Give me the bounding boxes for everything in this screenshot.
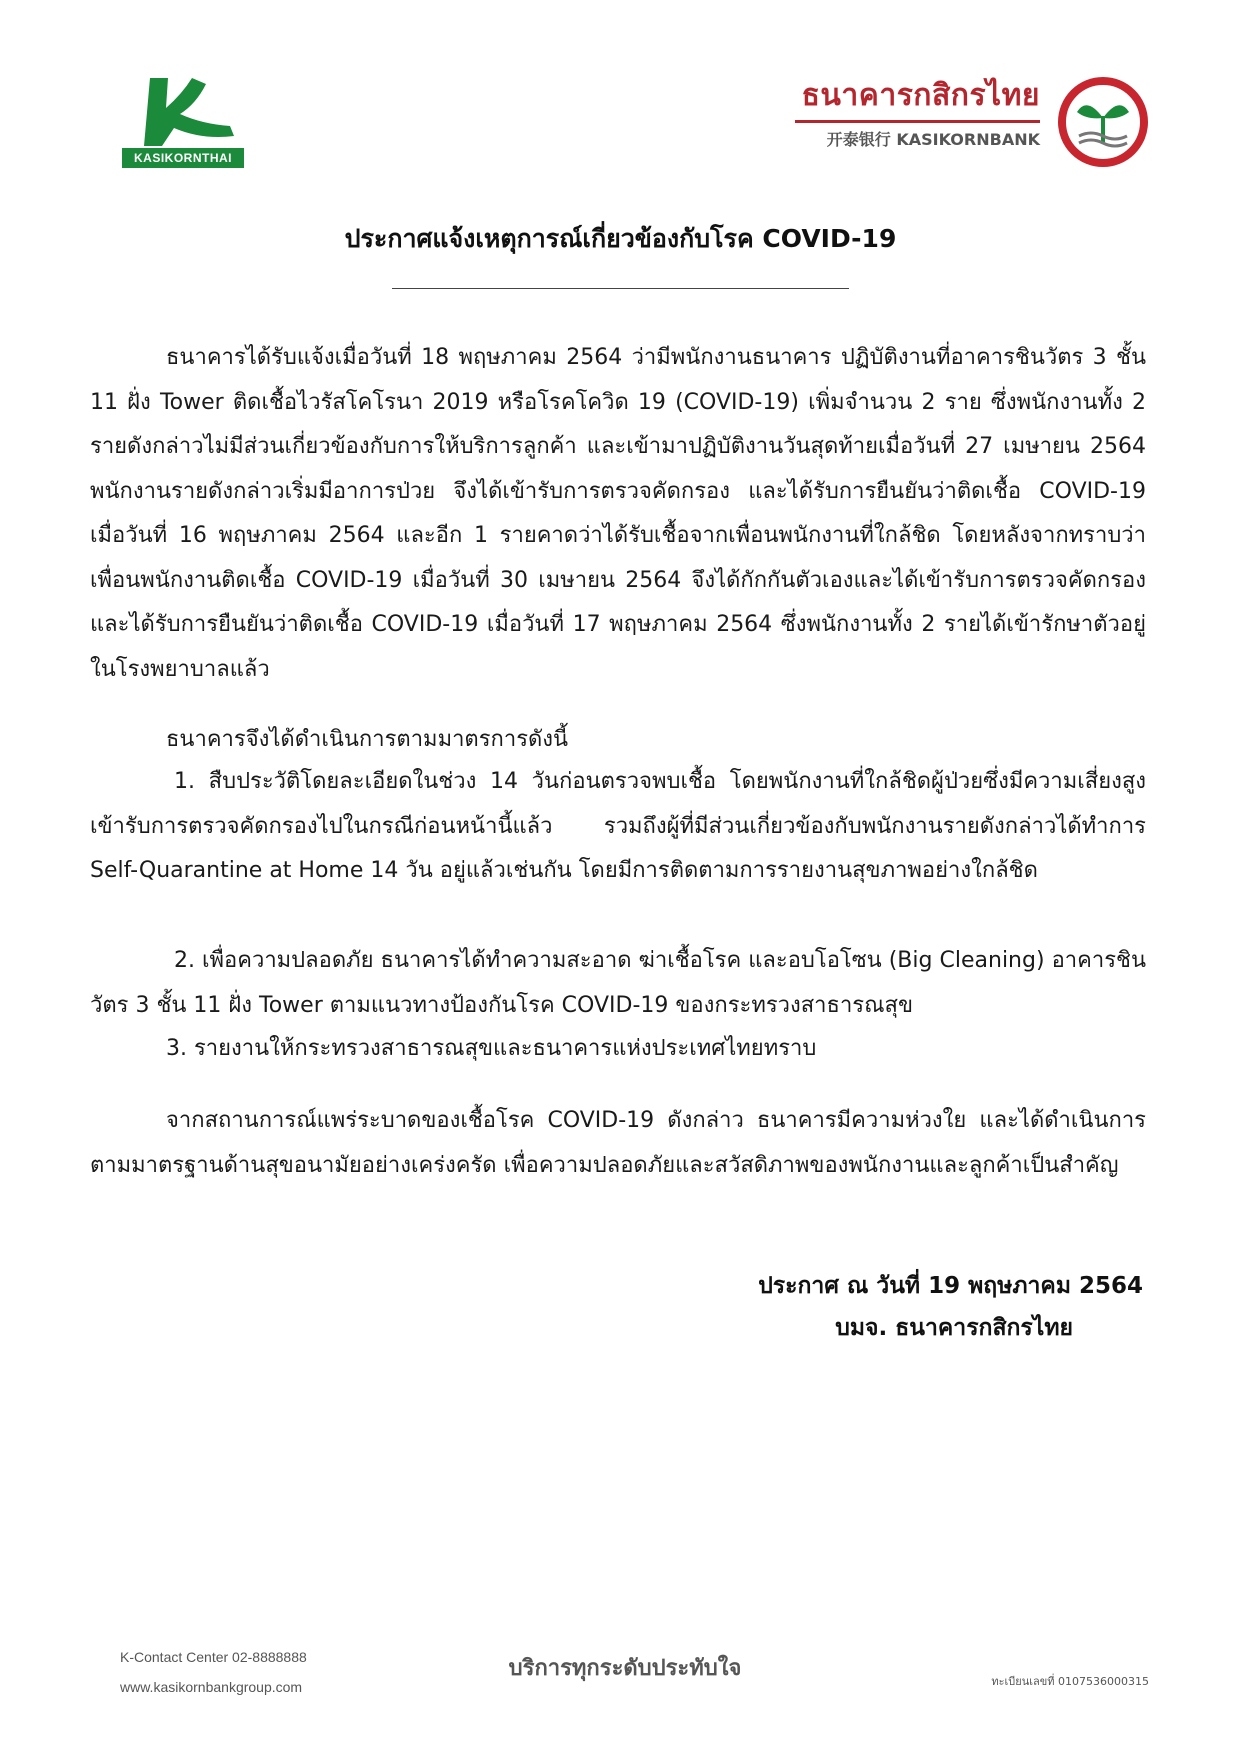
- measure-item-2: 2. เพื่อความปลอดภัย ธนาคารได้ทำความสะอาด ฆ่าเชื้อโรค และอบโอโซน (Big Cleaning) อาคารชินวัตร 3 ชั้น 11 ฝั่ง Tower ตามแนวทางป้องกันโรค COVID-19 ของกระทรวงสาธารณสุข: [90, 948, 1146, 1018]
- kasikornthai-logo: [122, 74, 244, 170]
- company-signature: บมจ. ธนาคารกสิกรไทย: [835, 1315, 1073, 1341]
- paragraph-incident: ธนาคารได้รับแจ้งเมื่อวันที่ 18 พฤษภาคม 2564 ว่ามีพนักงานธนาคาร ปฏิบัติงานที่อาคารชินวัตร 3 ชั้น 11 ฝั่ง Tower ติดเชื้อไวรัสโคโรนา 2019 หรือโรคโควิด 19 (COVID-19) เพิ่มจำนวน 2 ราย ซึ่งพนักงานทั้ง 2 รายดังกล่าวไม่มีส่วนเกี่ยวข้องกับการให้บริการลูกค้า และเข้ามาปฏิบัติงานวันสุดท้ายเมื่อวันที่ 27 เมษายน 2564 พนักงานรายดังกล่าวเริ่มมีอาการป่วย จึงได้เข้ารับการตรวจคัดกรอง และได้รับการยืนยันว่าติดเชื้อ COVID-19 เมื่อวันที่ 16 พฤษภาคม 2564 และอีก 1 รายคาดว่าได้รับเชื้อจากเพื่อนพนักงานที่ใกล้ชิด โดยหลังจากทราบว่าเพื่อนพนักงานติดเชื้อ COVID-19 เมื่อวันที่ 30 เมษายน 2564 จึงได้กักกันตัวเองและได้เข้ารับการตรวจคัดกรอง และได้รับการยืนยันว่าติดเชื้อ COVID-19 เมื่อวันที่ 17 พฤษภาคม 2564 ซึ่งพนักงานทั้ง 2 รายได้เข้ารักษาตัวอยู่ในโรงพยาบาลแล้ว: [90, 345, 1146, 682]
- bank-name-english: 开泰银行 KASIKORNBANK: [826, 130, 1040, 149]
- kasikornthai-label: KASIKORNTHAI: [122, 148, 244, 168]
- announcement-title: ประกาศแจ้งเหตุการณ์เกี่ยวข้องกับโรค COVID-19: [344, 224, 897, 253]
- kasikornbank-logo: [795, 76, 1155, 168]
- footer-contact-block: [120, 1642, 307, 1702]
- paragraph-closing: จากสถานการณ์แพร่ระบาดของเชื้อโรค COVID-19 ดังกล่าว ธนาคารมีความห่วงใย และได้ดำเนินการตามมาตรฐานด้านสุขอนามัยอย่างเคร่งครัด เพื่อความปลอดภัยและสวัสดิภาพของพนักงานและลูกค้าเป็นสำคัญ: [90, 1108, 1146, 1178]
- title-divider: [392, 288, 849, 289]
- contact-center: K-Contact Center 02-8888888: [120, 1649, 307, 1665]
- k-logo-icon: [122, 74, 244, 148]
- footer-slogan: บริการทุกระดับประทับใจ: [508, 1656, 742, 1681]
- website-link[interactable]: www.kasikornbankgroup.com: [120, 1679, 303, 1695]
- paragraph-measures-intro: ธนาคารจึงได้ดำเนินการตามมาตรการดังนี้: [166, 727, 569, 752]
- announcement-date: ประกาศ ณ วันที่ 19 พฤษภาคม 2564: [758, 1273, 1143, 1299]
- kbank-emblem-icon: [1057, 76, 1149, 168]
- measure-item-1: 1. สืบประวัติโดยละเอียดในช่วง 14 วันก่อนตรวจพบเชื้อ โดยพนักงานที่ใกล้ชิดผู้ป่วยซึ่งมีความเสี่ยงสูงเข้ารับการตรวจคัดกรองไปในกรณีก่อนหน้านี้แล้ว รวมถึงผู้ที่มีส่วนเกี่ยวข้องกับพนักงานรายดังกล่าวได้ทำการ Self-Quarantine at Home 14 วัน อยู่แล้วเช่นกัน โดยมีการติดตามการรายงานสุขภาพอย่างใกล้ชิด: [90, 769, 1146, 883]
- bank-name-thai: ธนาคารกสิกรไทย: [801, 78, 1040, 113]
- measure-item-3: 3. รายงานให้กระทรวงสาธารณสุขและธนาคารแห่งประเทศไทยทราบ: [166, 1036, 817, 1061]
- registration-number: ทะเบียนเลขที่ 0107536000315: [991, 1675, 1149, 1688]
- bank-name-divider: [795, 120, 1040, 123]
